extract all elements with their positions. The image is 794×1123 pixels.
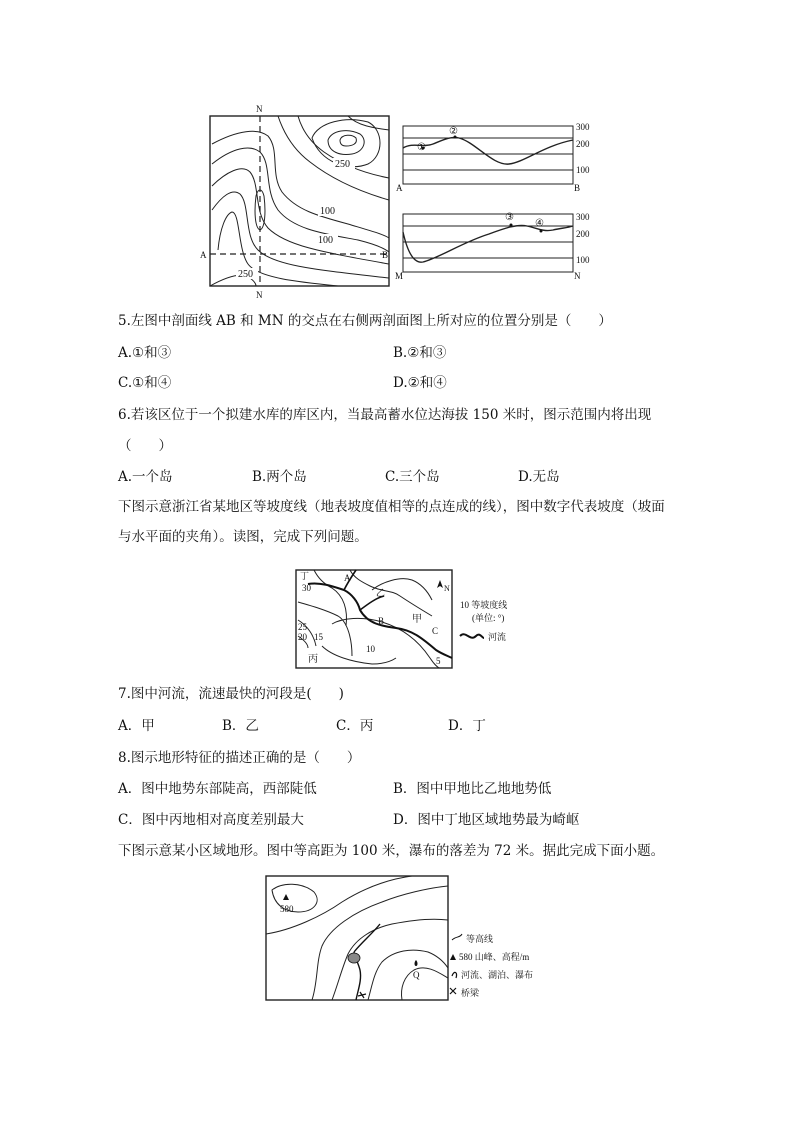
peak-icon [283, 894, 289, 900]
q5-option-c[interactable]: C.①和④ [118, 375, 172, 391]
q-spring-icon [415, 960, 418, 966]
profile-point-1: ① [417, 142, 426, 153]
contour-label-250-bottom: 250 [238, 269, 253, 280]
profile-point-3: ③ [505, 212, 514, 223]
map-label-n-bottom: N [256, 290, 263, 300]
profile-mn-figure [393, 206, 603, 282]
label-ding: 丁 [300, 571, 310, 581]
profile-point-2: ② [449, 126, 458, 137]
label-q: Q [413, 970, 420, 980]
tick-200: 200 [576, 229, 590, 239]
slope-map-figure [272, 566, 542, 674]
profile-mn-curve [403, 225, 573, 262]
slope-5: 5 [436, 656, 441, 666]
intro-small-area: 下图示意某小区域地形。图中等高距为 100 米，瀑布的落差为 72 米。据此完成下面小题。 [118, 843, 665, 859]
question-6-stem: 6.若该区位于一个拟建水库的库区内，当最高蓄水位达海拔 150 米时，图示范围内将出现 [118, 407, 652, 423]
contour-map-figure [198, 100, 398, 300]
slope-10: 10 [366, 644, 375, 654]
question-6-stem-cont: （ ） [118, 438, 172, 454]
map-label-a: A [200, 250, 207, 260]
legend-contour: 等高线 [466, 934, 494, 944]
contour-label-100-a: 100 [320, 206, 335, 217]
slope-25: 25 [298, 622, 307, 632]
tick-300: 300 [576, 122, 590, 132]
map-label-b: B [382, 250, 389, 260]
profile-point-4: ④ [535, 218, 544, 229]
q8-option-b[interactable]: B．图中甲地比乙地地势低 [393, 781, 552, 797]
slope-30: 30 [302, 583, 311, 593]
profile-label-b: B [574, 183, 581, 193]
river-upper [354, 924, 380, 952]
map-frame [210, 116, 389, 286]
q7-option-d[interactable]: D．丁 [448, 718, 486, 734]
question-8-stem: 8.图示地形特征的描述正确的是（ ） [118, 750, 361, 766]
label-b: B [378, 616, 385, 626]
q6-option-b[interactable]: B.两个岛 [252, 469, 307, 485]
tick-100: 100 [576, 255, 590, 265]
north-arrow-icon [437, 580, 443, 588]
profile-label-n: N [574, 271, 581, 281]
tick-300: 300 [576, 212, 590, 222]
q5-option-a[interactable]: A.①和③ [118, 345, 172, 361]
label-yi: 乙 [376, 588, 386, 598]
question-5-stem: 5.左图中剖面线 AB 和 MN 的交点在右侧两剖面图上所对应的位置分别是（ ） [118, 313, 612, 329]
label-c: C [432, 626, 439, 636]
legend-river-icon [460, 634, 484, 638]
q7-option-a[interactable]: A．甲 [118, 718, 155, 734]
bridge-icon [358, 992, 366, 998]
profile-ab-curve [403, 137, 573, 164]
q6-option-c[interactable]: C.三个岛 [385, 469, 440, 485]
contour-lines [210, 116, 389, 286]
tick-100: 100 [576, 165, 590, 175]
q5-option-d[interactable]: D.②和④ [393, 375, 447, 391]
q7-option-b[interactable]: B．乙 [222, 718, 259, 734]
profile-ab-figure [393, 118, 603, 194]
slope-20: 20 [298, 632, 307, 642]
q8-option-a[interactable]: A．图中地势东部陡高，西部陡低 [118, 781, 317, 797]
slope-15: 15 [314, 632, 323, 642]
q6-option-d[interactable]: D.无岛 [518, 469, 560, 485]
legend-bridge: 桥梁 [461, 988, 480, 998]
label-a: A [344, 573, 351, 583]
legend-peak-icon [450, 954, 456, 960]
peak-elevation: 580 [280, 904, 294, 914]
q8-option-c[interactable]: C．图中丙地相对高度差别最大 [118, 812, 304, 828]
q5-option-b[interactable]: B.②和③ [393, 345, 447, 361]
terrain-map-figure [262, 872, 542, 1004]
q7-option-c[interactable]: C．丙 [336, 718, 374, 734]
q8-option-d[interactable]: D．图中丁地区域地势最为崎岖 [393, 812, 580, 828]
intro-slope-map: 下图示意浙江省某地区等坡度线（地表坡度值相等的点连成的线），图中数字代表坡度（坡面与水平面的夹角）。读图，完成下列问题。 [118, 499, 665, 545]
terrain-contours [266, 876, 448, 1000]
legend-unit: (单位: °) [472, 613, 505, 623]
label-bing: 丙 [308, 654, 318, 665]
profile-label-a: A [396, 183, 403, 193]
north-label: N [444, 584, 450, 593]
legend-peak: 580 山峰、高程/m [459, 952, 530, 962]
profile-label-m: M [395, 271, 404, 281]
question-7-stem: 7.图中河流，流速最快的河段是( ) [118, 686, 344, 702]
map-label-n-top: N [256, 104, 263, 114]
legend-bridge-icon [450, 988, 456, 994]
legend-contour-icon [452, 934, 462, 940]
contour-label-100-b: 100 [318, 235, 333, 246]
legend-river-label: 河流 [488, 632, 507, 642]
legend-slope-line: 10 等坡度线 [460, 600, 508, 610]
terrain-map-frame [266, 876, 448, 1000]
label-jia: 甲 [412, 614, 422, 625]
tick-200: 200 [576, 139, 590, 149]
legend-water: 河流、湖泊、瀑布 [461, 970, 534, 980]
lake [348, 953, 360, 963]
contour-label-250-top: 250 [335, 159, 350, 170]
legend-water-icon [452, 972, 457, 978]
q6-option-a[interactable]: A.一个岛 [118, 469, 173, 485]
